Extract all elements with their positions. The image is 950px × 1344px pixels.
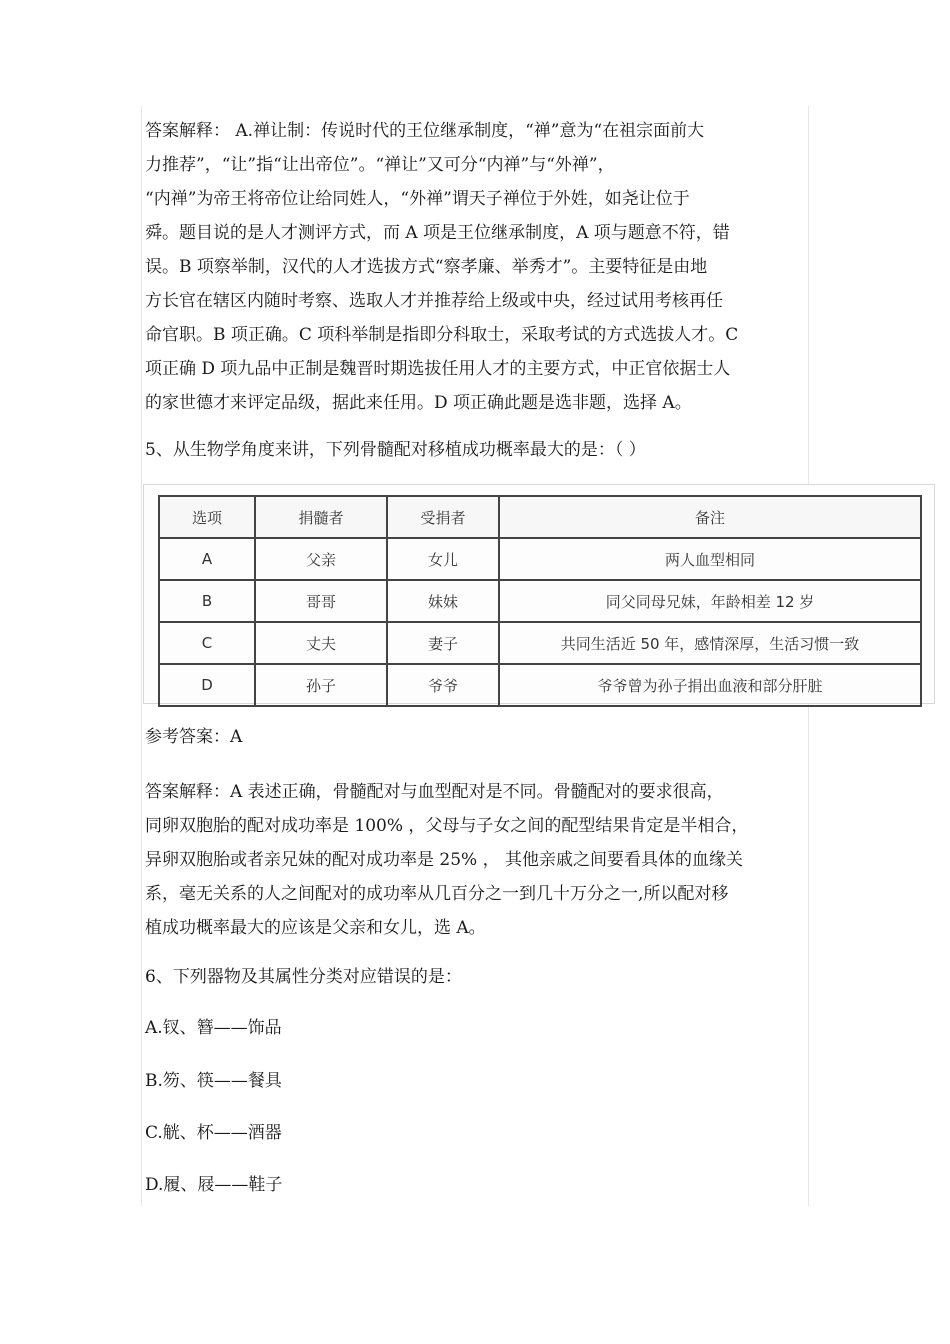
text-line: “内禅”为帝王将帝位让给同姓人，“外禅”谓天子禅位于外姓，如尧让位于 (145, 189, 690, 209)
text-line: 命官职。B 项正确。C 项科举制是指即分科取士，采取考试的方式选拔人才。C (145, 325, 739, 345)
cell-donor: 父亲 (255, 538, 387, 580)
cell-option: A (159, 538, 255, 580)
cell-option: D (159, 664, 255, 706)
text-line: 植成功概率最大的应该是父亲和女儿，选 A。 (145, 918, 486, 938)
cell-remark: 同父同母兄妹，年龄相差 12 岁 (499, 580, 921, 622)
cell-donor: 哥哥 (255, 580, 387, 622)
question-5-text: 5、从生物学角度来讲，下列骨髓配对移植成功概率最大的是：（ ） (145, 440, 646, 460)
header-remark: 备注 (499, 496, 921, 538)
cell-remark: 两人血型相同 (499, 538, 921, 580)
cell-option: B (159, 580, 255, 622)
table-row (159, 664, 921, 706)
header-donor: 捐髓者 (255, 496, 387, 538)
text-line: 答案解释： A.禅让制：传说时代的王位继承制度，“禅”意为“在祖宗面前大 (145, 121, 705, 141)
reference-answer: 参考答案：A (145, 727, 243, 747)
cell-recipient: 女儿 (387, 538, 499, 580)
table-row (159, 580, 921, 622)
text-line: 异卵双胞胎或者亲兄妹的配对成功率是 25% ， 其他亲戚之间要看具体的血缘关 (145, 850, 743, 870)
table-row (159, 622, 921, 664)
cell-donor: 丈夫 (255, 622, 387, 664)
option-d: D.履、屐——鞋子 (145, 1175, 283, 1195)
cell-recipient: 妹妹 (387, 580, 499, 622)
donor-table (158, 495, 922, 707)
text-line: 方长官在辖区内随时考察、选取人才并推荐给上级或中央，经过试用考核再任 (145, 291, 723, 311)
table-header-row (159, 496, 921, 538)
text-line: 系，毫无关系的人之间配对的成功率从几百分之一到几十万分之一,所以配对移 (145, 884, 729, 904)
header-recipient: 受捐者 (387, 496, 499, 538)
question-6-text: 6、下列器物及其属性分类对应错误的是： (145, 967, 462, 987)
cell-remark: 共同生活近 50 年，感情深厚，生活习惯一致 (499, 622, 921, 664)
option-c: C.觥、杯——酒器 (145, 1123, 282, 1143)
option-b: B.笏、筷——餐具 (145, 1071, 282, 1091)
text-line: 舜。题目说的是人才测评方式，而 A 项是王位继承制度，A 项与题意不符，错 (145, 223, 730, 243)
header-option: 选项 (159, 496, 255, 538)
cell-recipient: 爷爷 (387, 664, 499, 706)
text-line: 项正确 D 项九品中正制是魏晋时期选拔任用人才的主要方式，中正官依据士人 (145, 359, 731, 379)
cell-donor: 孙子 (255, 664, 387, 706)
text-line: 误。B 项察举制，汉代的人才选拔方式“察孝廉、举秀才”。主要特征是由地 (145, 257, 708, 277)
text-line: 答案解释：A 表述正确，骨髓配对与血型配对是不同。骨髓配对的要求很高， (145, 782, 724, 802)
explanation-q5 (145, 775, 810, 945)
text-line: 力推荐”，“让”指“让出帝位”。“禅让”又可分“内禅”与“外禅”， (145, 155, 615, 175)
page-border-left (141, 106, 142, 1206)
text-line: 同卵双胞胎的配对成功率是 100% ，父母与子女之间的配型结果肯定是半相合， (145, 816, 749, 836)
option-a: A.钗、簪——饰品 (145, 1018, 282, 1038)
explanation-q4 (145, 114, 810, 420)
text-line: 的家世德才来评定品级，据此来任用。D 项正确此题是选非题，选择 A。 (145, 393, 692, 413)
donor-table-image (143, 484, 935, 704)
cell-remark: 爷爷曾为孙子捐出血液和部分肝脏 (499, 664, 921, 706)
cell-recipient: 妻子 (387, 622, 499, 664)
table-row (159, 538, 921, 580)
cell-option: C (159, 622, 255, 664)
